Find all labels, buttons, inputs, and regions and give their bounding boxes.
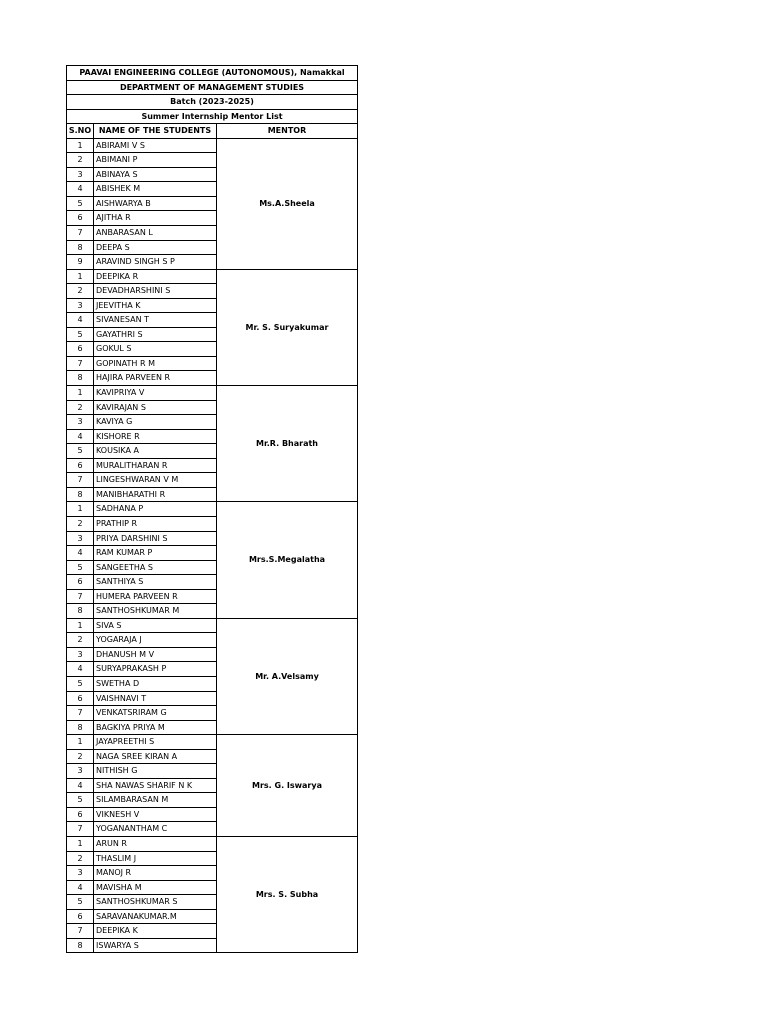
serial-number: 7 [67, 924, 94, 939]
serial-number: 8 [67, 487, 94, 502]
list-title: Summer Internship Mentor List [67, 109, 358, 124]
student-name: ABIMANI P [94, 153, 217, 168]
header-row-list-title [67, 109, 358, 124]
serial-number: 2 [67, 749, 94, 764]
student-name: DEVADHARSHINI S [94, 284, 217, 299]
college-title: PAAVAI ENGINEERING COLLEGE (AUTONOMOUS), Namakkal [67, 66, 358, 81]
serial-number: 2 [67, 400, 94, 415]
student-name: NITHISH G [94, 764, 217, 779]
student-name: VAISHNAVI T [94, 691, 217, 706]
student-name: DHANUSH M V [94, 647, 217, 662]
serial-number: 4 [67, 546, 94, 561]
serial-number: 6 [67, 575, 94, 590]
student-name: SANTHIYA S [94, 575, 217, 590]
serial-number: 3 [67, 647, 94, 662]
mentor-name: Mr.R. Bharath [217, 386, 358, 502]
serial-number: 3 [67, 866, 94, 881]
mentor-name: Mrs. S. Subha [217, 836, 358, 952]
column-header-sno: S.NO [67, 124, 94, 139]
student-name: SANTHOSHKUMAR M [94, 604, 217, 619]
student-name: HUMERA PARVEEN R [94, 589, 217, 604]
serial-number: 5 [67, 327, 94, 342]
student-name: HAJIRA PARVEEN R [94, 371, 217, 386]
student-name: RAM KUMAR P [94, 546, 217, 561]
serial-number: 4 [67, 429, 94, 444]
serial-number: 4 [67, 182, 94, 197]
serial-number: 5 [67, 196, 94, 211]
student-name: YOGANANTHAM C [94, 822, 217, 837]
serial-number: 2 [67, 851, 94, 866]
serial-number: 1 [67, 735, 94, 750]
student-name: KAVIPRIYA V [94, 386, 217, 401]
serial-number: 7 [67, 822, 94, 837]
student-name: SWETHA D [94, 676, 217, 691]
student-name: MURALITHARAN R [94, 458, 217, 473]
serial-number: 1 [67, 502, 94, 517]
student-name: DEEPA S [94, 240, 217, 255]
table-row [67, 138, 358, 153]
student-name: SILAMBARASAN M [94, 793, 217, 808]
serial-number: 1 [67, 386, 94, 401]
student-name: MANOJ R [94, 866, 217, 881]
student-name: ARAVIND SINGH S P [94, 255, 217, 270]
table-row [67, 618, 358, 633]
table-row [67, 269, 358, 284]
student-name: ABISHEK M [94, 182, 217, 197]
header-row-batch [67, 95, 358, 110]
serial-number: 3 [67, 531, 94, 546]
batch-title: Batch (2023-2025) [67, 95, 358, 110]
serial-number: 5 [67, 895, 94, 910]
serial-number: 1 [67, 836, 94, 851]
student-name: NAGA SREE KIRAN A [94, 749, 217, 764]
table-row [67, 735, 358, 750]
student-name: AJITHA R [94, 211, 217, 226]
serial-number: 1 [67, 618, 94, 633]
serial-number: 6 [67, 691, 94, 706]
serial-number: 2 [67, 633, 94, 648]
student-name: KAVIRAJAN S [94, 400, 217, 415]
student-name: DEEPIKA K [94, 924, 217, 939]
serial-number: 6 [67, 211, 94, 226]
serial-number: 7 [67, 589, 94, 604]
serial-number: 5 [67, 793, 94, 808]
serial-number: 1 [67, 269, 94, 284]
header-row-college [67, 66, 358, 81]
student-name: MAVISHA M [94, 880, 217, 895]
serial-number: 3 [67, 764, 94, 779]
mentor-list-table [66, 65, 358, 953]
serial-number: 5 [67, 560, 94, 575]
student-name: KOUSIKA A [94, 444, 217, 459]
student-name: VIKNESH V [94, 807, 217, 822]
student-name: PRIYA DARSHINI S [94, 531, 217, 546]
serial-number: 3 [67, 298, 94, 313]
student-name: SARAVANAKUMAR.M [94, 909, 217, 924]
student-name: DEEPIKA R [94, 269, 217, 284]
serial-number: 7 [67, 473, 94, 488]
student-name: ABIRAMI V S [94, 138, 217, 153]
student-name: SHA NAWAS SHARIF N K [94, 778, 217, 793]
student-name: SIVA S [94, 618, 217, 633]
student-name: VENKATSRIRAM G [94, 706, 217, 721]
student-name: SANGEETHA S [94, 560, 217, 575]
student-name: AISHWARYA B [94, 196, 217, 211]
table-row [67, 836, 358, 851]
serial-number: 6 [67, 807, 94, 822]
column-header-name: NAME OF THE STUDENTS [94, 124, 217, 139]
student-name: SIVANESAN T [94, 313, 217, 328]
student-name: BAGKIYA PRIYA M [94, 720, 217, 735]
student-name: LINGESHWARAN V M [94, 473, 217, 488]
serial-number: 7 [67, 226, 94, 241]
student-name: GOPINATH R M [94, 356, 217, 371]
table-row [67, 502, 358, 517]
serial-number: 4 [67, 880, 94, 895]
table-row [67, 386, 358, 401]
serial-number: 5 [67, 444, 94, 459]
serial-number: 6 [67, 909, 94, 924]
student-name: GAYATHRI S [94, 327, 217, 342]
student-name: KAVIYA G [94, 415, 217, 430]
serial-number: 8 [67, 240, 94, 255]
column-header-mentor: MENTOR [217, 124, 358, 139]
serial-number: 2 [67, 284, 94, 299]
student-name: ARUN R [94, 836, 217, 851]
student-name: ANBARASAN L [94, 226, 217, 241]
column-header-row [67, 124, 358, 139]
serial-number: 4 [67, 778, 94, 793]
mentor-name: Mr. S. Suryakumar [217, 269, 358, 385]
serial-number: 3 [67, 415, 94, 430]
student-name: ABINAYA S [94, 167, 217, 182]
serial-number: 9 [67, 255, 94, 270]
serial-number: 5 [67, 676, 94, 691]
header-row-department [67, 80, 358, 95]
serial-number: 2 [67, 153, 94, 168]
student-name: SADHANA P [94, 502, 217, 517]
student-name: THASLIM J [94, 851, 217, 866]
serial-number: 3 [67, 167, 94, 182]
serial-number: 7 [67, 706, 94, 721]
student-name: JEEVITHA K [94, 298, 217, 313]
student-name: MANIBHARATHI R [94, 487, 217, 502]
mentor-name: Mrs. G. Iswarya [217, 735, 358, 837]
student-name: PRATHIP R [94, 516, 217, 531]
student-name: SANTHOSHKUMAR S [94, 895, 217, 910]
serial-number: 4 [67, 662, 94, 677]
serial-number: 2 [67, 516, 94, 531]
serial-number: 6 [67, 342, 94, 357]
student-name: JAYAPREETHI S [94, 735, 217, 750]
serial-number: 4 [67, 313, 94, 328]
serial-number: 6 [67, 458, 94, 473]
mentor-name: Mr. A.Velsamy [217, 618, 358, 734]
serial-number: 7 [67, 356, 94, 371]
student-name: ISWARYA S [94, 938, 217, 953]
serial-number: 8 [67, 720, 94, 735]
serial-number: 8 [67, 938, 94, 953]
serial-number: 8 [67, 371, 94, 386]
student-name: GOKUL S [94, 342, 217, 357]
serial-number: 1 [67, 138, 94, 153]
student-name: KISHORE R [94, 429, 217, 444]
student-name: YOGARAJA J [94, 633, 217, 648]
mentor-name: Mrs.S.Megalatha [217, 502, 358, 618]
mentor-name: Ms.A.Sheela [217, 138, 358, 269]
serial-number: 8 [67, 604, 94, 619]
student-name: SURYAPRAKASH P [94, 662, 217, 677]
department-title: DEPARTMENT OF MANAGEMENT STUDIES [67, 80, 358, 95]
